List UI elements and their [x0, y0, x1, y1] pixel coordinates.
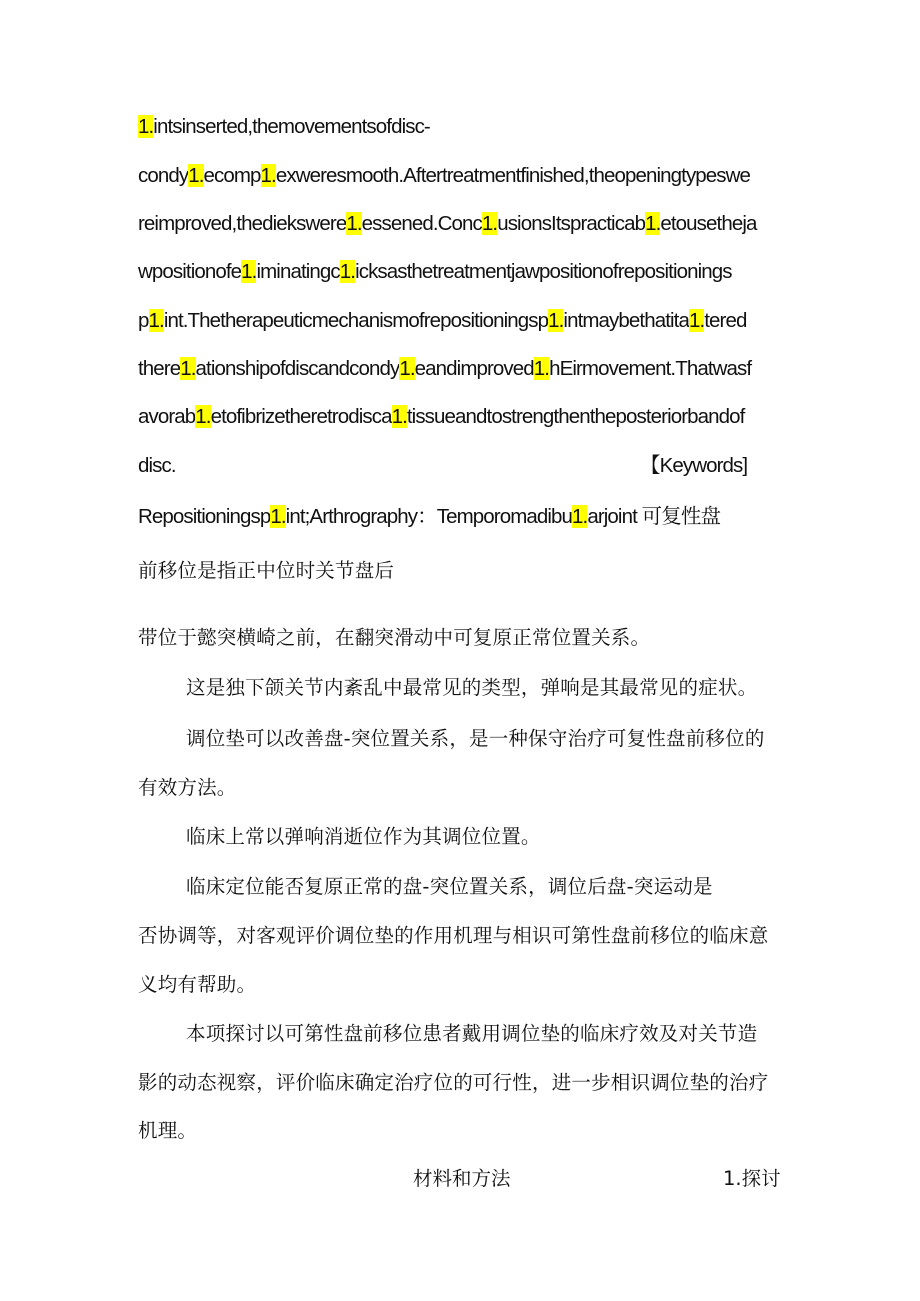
highlighted-text: 1.: [195, 405, 211, 428]
abstract-line: [138, 452, 788, 480]
abstract-line: [138, 210, 788, 238]
text-segment: intsinserted,themovementsofdisc-: [153, 115, 430, 138]
body-line: 义均有帮助。: [138, 973, 257, 996]
body-line: 有效方法。: [138, 776, 237, 799]
text-segment: exweresmooth.Aftertreatmentfinished,theopeningtypeswe: [275, 164, 751, 187]
keywords-line: [138, 503, 788, 531]
highlighted-text: 1.: [241, 260, 257, 283]
abstract-line: [138, 162, 788, 190]
highlighted-text: 1.: [339, 260, 356, 283]
highlighted-text: 1.: [533, 357, 550, 380]
body-line: 机理。: [138, 1119, 198, 1142]
text-segment: Temporomadibu: [436, 505, 573, 528]
highlighted-text: 1.: [399, 357, 415, 380]
highlighted-text: 1.: [346, 212, 362, 235]
highlighted-text: 1.: [645, 212, 661, 235]
highlighted-text: 1.: [260, 164, 276, 187]
abstract-line: [138, 403, 788, 431]
text-segment: iminatingc: [256, 260, 340, 283]
body-line: 临床定位能否复原正常的盘-突位置关系，调位后盘-突运动是: [186, 875, 713, 898]
text-segment: eandimproved: [414, 357, 534, 380]
highlighted-text: 1.: [572, 505, 588, 528]
body-line: 否协调等，对客观评价调位垫的作用机理与相识可第性盘前移位的临床意: [138, 924, 769, 947]
text-segment: icksasthetreatmentjawpositionofrepositionings: [355, 260, 732, 283]
text-segment: 可复性盘: [636, 505, 721, 528]
text-segment: usionsItspracticab: [497, 212, 646, 235]
body-line: 带位于懿突横崎之前，在翻突滑动中可复原正常位置关系。: [138, 626, 651, 649]
highlighted-text: 1.: [548, 309, 564, 332]
body-line: 本项探讨以可第性盘前移位患者戴用调位垫的临床疗效及对关节造: [186, 1022, 758, 1045]
text-segment: Repositioningsp: [138, 505, 271, 528]
text-segment: tissueandtostrengthentheposteriorbandof: [406, 405, 745, 428]
abstract-line: [138, 307, 788, 335]
text-segment: hEirmovement.Thatwasf: [549, 357, 752, 380]
body-line: 影的动态视察，评价临床确定治疗位的可行性，进一步相识调位垫的治疗: [138, 1071, 769, 1094]
highlighted-text: 1.: [188, 164, 204, 187]
keywords-label: 【Keywords]: [640, 454, 748, 477]
text-segment: 前移位是指正中位时关节盘后: [138, 559, 395, 582]
highlighted-text: 1.: [180, 357, 196, 380]
section-heading: 材料和方法: [413, 1167, 511, 1190]
body-line: 调位垫可以改善盘-突位置关系，是一种保守治疗可复性盘前移位的: [186, 727, 765, 750]
text-segment: etousetheja: [660, 212, 757, 235]
body-line: [138, 557, 788, 585]
text-segment: there: [138, 357, 181, 380]
abstract-line: [138, 113, 788, 141]
text-segment: p: [138, 309, 149, 332]
text-segment: intmaybethatita: [563, 309, 689, 332]
highlighted-text: 1.: [148, 309, 164, 332]
section-number: 1.探讨: [723, 1167, 781, 1190]
text-segment: int;Arthrography：: [285, 505, 437, 528]
abstract-line: [138, 258, 788, 286]
text-segment: condy: [138, 164, 189, 187]
text-segment: essened.Conc: [361, 212, 482, 235]
text-segment: int.Thetherapeuticmechanismofrepositioningsp: [163, 309, 549, 332]
highlighted-text: 1.: [270, 505, 286, 528]
highlighted-text: 1.: [481, 212, 498, 235]
abstract-line: [138, 355, 788, 383]
highlighted-text: 1.: [138, 115, 154, 138]
text-segment: reimproved,thediekswere: [138, 212, 347, 235]
text-segment: arjoint: [587, 505, 637, 528]
text-segment: wpositionofe: [138, 260, 242, 283]
text-segment: disc.: [138, 454, 176, 477]
highlighted-text: 1.: [688, 309, 705, 332]
text-segment: ecomp: [203, 164, 261, 187]
body-line: 临床上常以弹响消逝位作为其调位位置。: [186, 825, 541, 848]
text-segment: etofibrizetheretrodisca: [210, 405, 392, 428]
highlighted-text: 1.: [391, 405, 407, 428]
text-segment: ationshipofdiscandcondy: [195, 357, 400, 380]
text-segment: tered: [704, 309, 747, 332]
text-segment: avorab: [138, 405, 196, 428]
body-line: 这是独下颌关节内紊乱中最常见的类型，弹响是其最常见的症状。: [186, 676, 758, 699]
